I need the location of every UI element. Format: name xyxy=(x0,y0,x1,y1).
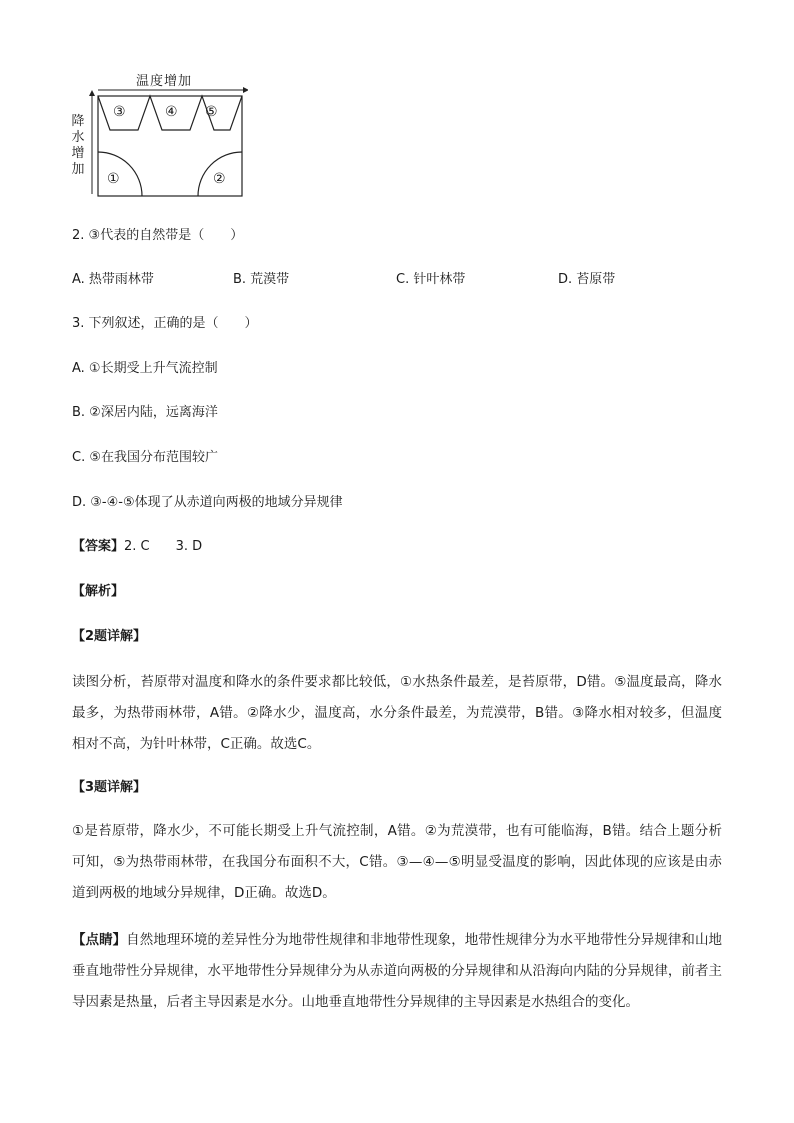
answer-tag: 【答案】 xyxy=(72,539,125,554)
zone-3-label: ③ xyxy=(113,104,126,120)
answer-line xyxy=(72,537,202,557)
zone-1-label: ① xyxy=(107,171,120,187)
analysis-tag: 【解析】 xyxy=(72,584,125,599)
question-2-stem: 2. ③代表的自然带是（ ） xyxy=(72,228,244,243)
x-axis-label: 温度增加 xyxy=(136,74,193,89)
detail-2-paragraph: 读图分析，苔原带对温度和降水的条件要求都比较低，①水热条件最差，是苔原带，D错。⑤温度最高，降水最多，为热带雨林带，A错。②降水少，温度高，水分条件最差，为荒漠带，B错。③降水相对较多，但温度相对不高，为针叶林带，C正确。故选C。 xyxy=(72,674,722,752)
zone-2-label: ② xyxy=(213,171,226,187)
y-axis-label: 降水增加 xyxy=(71,114,85,177)
detail-3-tag: 【3题详解】 xyxy=(72,780,147,795)
zone-4-label: ④ xyxy=(165,104,178,120)
detail-3-paragraph: ①是苔原带，降水少，不可能长期受上升气流控制，A错。②为荒漠带，也有可能临海，B错。结合上题分析可知，⑤为热带雨林带，在我国分布面积不大，C错。③—④—⑤明显受温度的影响，因此体现的应该是由赤道到两极的地域分异规律，D正确。故选D。 xyxy=(72,823,722,901)
q2-option-b: B. 荒漠带 xyxy=(233,272,290,287)
tip-block xyxy=(72,925,722,1018)
tip-paragraph xyxy=(72,925,722,1018)
detail-2-text xyxy=(72,667,722,760)
q2-option-a: A. 热带雨林带 xyxy=(72,272,154,287)
tip-tag: 【点睛】 xyxy=(72,932,127,948)
q2-option-d: D. 苔原带 xyxy=(558,272,616,287)
climate-zone-diagram xyxy=(68,66,248,198)
q2-option-c: C. 针叶林带 xyxy=(396,272,466,287)
detail-2-tag: 【2题详解】 xyxy=(72,629,147,644)
zone-5-label: ⑤ xyxy=(205,104,218,120)
answer-text: 2. C 3. D xyxy=(124,539,203,554)
question-3-stem: 3. 下列叙述，正确的是（ ） xyxy=(72,316,258,331)
tip-text: 自然地理环境的差异性分为地带性规律和非地带性现象，地带性规律分为水平地带性分异规律和山地垂直地带性分异规律，水平地带性分异规律分为从赤道向两极的分异规律和从沿海向内陆的分异规律，前者主导因素是热量，后者主导因素是水分。山地垂直地带性分异规律的主导因素是水热组合的变化。 xyxy=(72,932,723,1010)
detail-3-text xyxy=(72,816,722,909)
q3-option-c: C. ⑤在我国分布范围较广 xyxy=(72,450,218,465)
q3-option-a: A. ①长期受上升气流控制 xyxy=(72,361,218,376)
q3-option-d: D. ③-④-⑤体现了从赤道向两极的地域分异规律 xyxy=(72,495,343,510)
q3-option-b: B. ②深居内陆，远离海洋 xyxy=(72,405,218,420)
